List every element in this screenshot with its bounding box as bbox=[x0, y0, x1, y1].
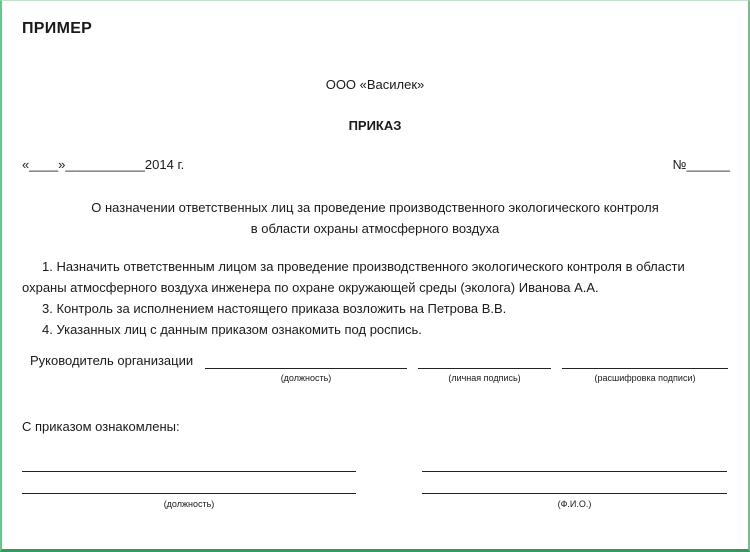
position-signature-line bbox=[205, 368, 407, 369]
personal-signature-caption: (личная подпись) bbox=[448, 373, 521, 383]
order-subject bbox=[0, 197, 750, 239]
acknowledgement-name-line bbox=[422, 471, 727, 472]
subject-line: О назначении ответственных лиц за проведение производственного экологического контроля bbox=[91, 200, 659, 215]
organization-name: ООО «Василек» bbox=[325, 77, 425, 92]
personal-signature-line bbox=[418, 368, 551, 369]
acknowledgement-position-caption: (должность) bbox=[163, 499, 215, 509]
acknowledgement-name-line bbox=[422, 493, 727, 494]
example-title: ПРИМЕР bbox=[22, 20, 93, 37]
head-signature-label: Руководитель организации bbox=[30, 353, 194, 368]
date-line: «____»___________2014 г. bbox=[22, 157, 185, 172]
order-item: 4. Указанных лиц с данным приказом ознакомить под роспись. bbox=[42, 322, 422, 337]
signature-decoding-caption: (расшифровка подписи) bbox=[594, 373, 696, 383]
order-body bbox=[22, 256, 730, 340]
position-caption: (должность) bbox=[280, 373, 332, 383]
acknowledgement-name-caption: (Ф.И.О.) bbox=[557, 499, 592, 509]
order-item: 3. Контроль за исполнением настоящего приказа возложить на Петрова В.В. bbox=[42, 301, 507, 316]
signature-decoding-line bbox=[562, 368, 728, 369]
subject-line: в области охраны атмосферного воздуха bbox=[250, 221, 500, 236]
acknowledgement-label: С приказом ознакомлены: bbox=[22, 419, 180, 434]
number-line: №______ bbox=[672, 157, 730, 172]
acknowledgement-position-line bbox=[22, 471, 356, 472]
acknowledgement-position-line bbox=[22, 493, 356, 494]
document-type: ПРИКАЗ bbox=[348, 118, 402, 133]
order-item: 1. Назначить ответственным лицом за проведение производственного экологического контроля в области охраны атмосферного воздуха инженера по охране окружающей среды (эколога) Иванова А.А. bbox=[22, 259, 685, 295]
